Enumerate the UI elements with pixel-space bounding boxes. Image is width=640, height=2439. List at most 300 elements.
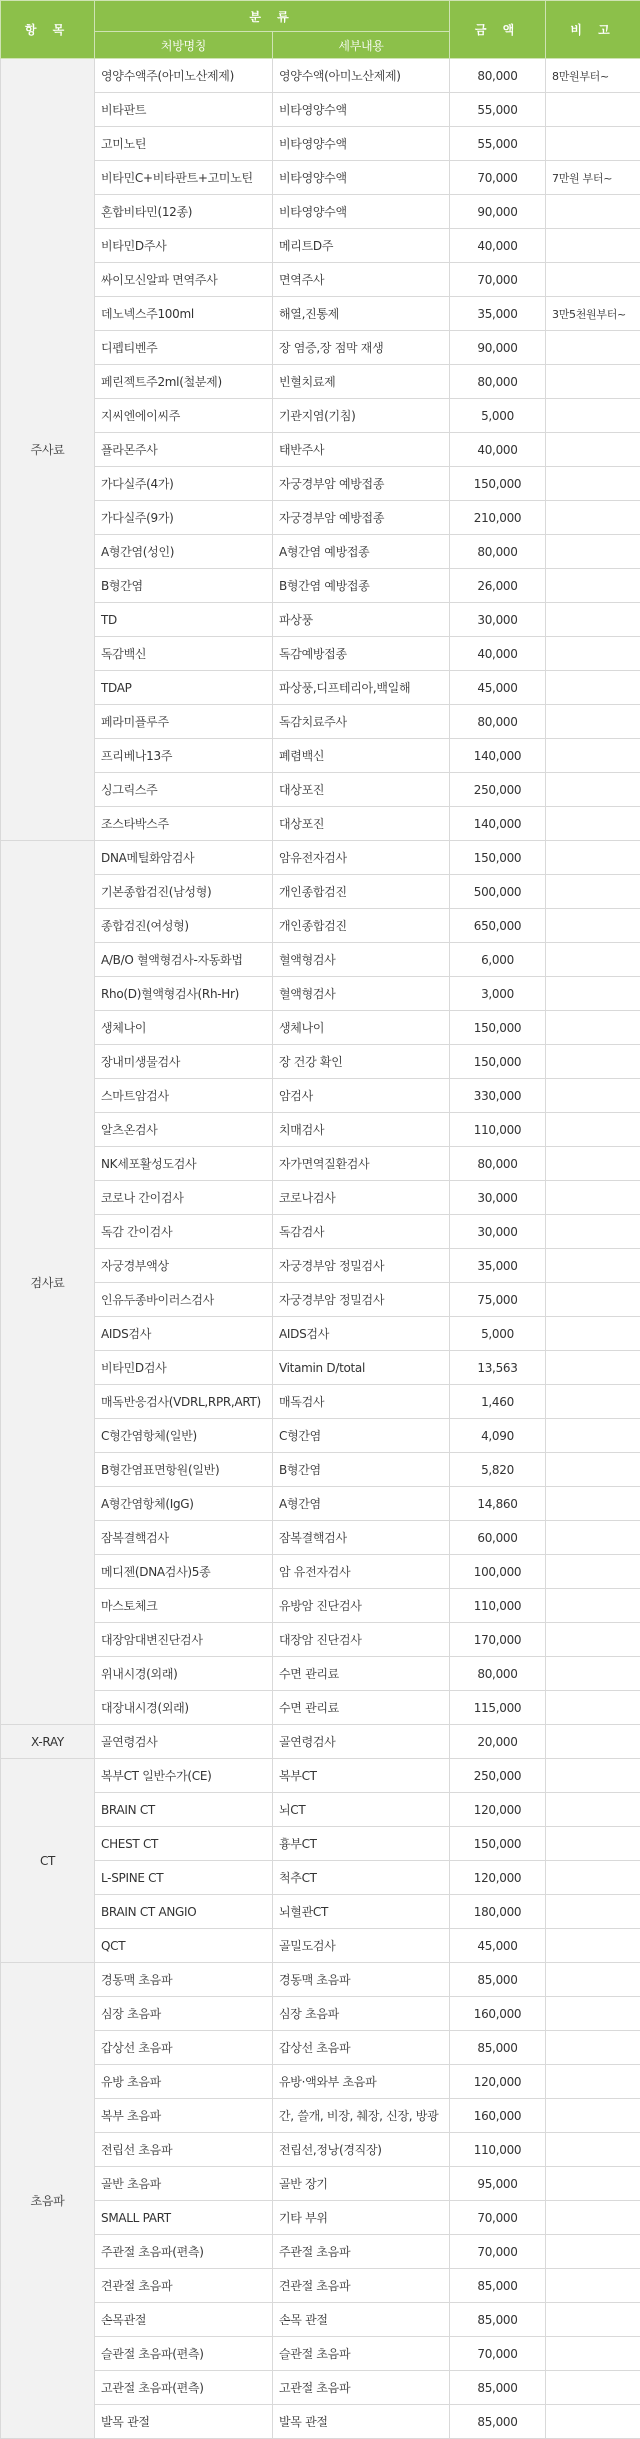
note-cell [546, 807, 640, 841]
price-cell: 110,000 [450, 1113, 546, 1147]
table-row [1, 365, 640, 399]
table-row [1, 773, 640, 807]
table-row [1, 399, 640, 433]
detail-cell: 해열,진통제 [273, 297, 450, 331]
price-cell: 140,000 [450, 739, 546, 773]
price-cell: 140,000 [450, 807, 546, 841]
name-cell: Rho(D)혈액형검사(Rh-Hr) [95, 977, 273, 1011]
name-cell: C형간염항체(일반) [95, 1419, 273, 1453]
note-cell [546, 773, 640, 807]
price-cell: 45,000 [450, 671, 546, 705]
name-cell: 발목 관절 [95, 2405, 273, 2439]
price-cell: 90,000 [450, 195, 546, 229]
note-cell [546, 1725, 640, 1759]
name-cell: 데노넥스주100ml [95, 297, 273, 331]
price-cell: 5,000 [450, 399, 546, 433]
detail-cell: 영양수액(아미노산제제) [273, 59, 450, 93]
detail-cell: 골연령검사 [273, 1725, 450, 1759]
table-row [1, 1963, 640, 1997]
table-row [1, 671, 640, 705]
name-cell: 코로나 간이검사 [95, 1181, 273, 1215]
price-cell: 40,000 [450, 637, 546, 671]
name-cell: 복부 초음파 [95, 2099, 273, 2133]
note-cell [546, 1079, 640, 1113]
price-cell: 20,000 [450, 1725, 546, 1759]
price-cell: 85,000 [450, 2031, 546, 2065]
name-cell: 대장내시경(외래) [95, 1691, 273, 1725]
detail-cell: 치매검사 [273, 1113, 450, 1147]
name-cell: QCT [95, 1929, 273, 1963]
price-cell: 90,000 [450, 331, 546, 365]
note-cell [546, 1419, 640, 1453]
note-cell [546, 93, 640, 127]
price-cell: 30,000 [450, 603, 546, 637]
detail-cell: 대장암 진단검사 [273, 1623, 450, 1657]
name-cell: 손목관절 [95, 2303, 273, 2337]
detail-cell: 비타영양수액 [273, 127, 450, 161]
note-cell [546, 603, 640, 637]
table-row [1, 195, 640, 229]
note-cell [546, 1691, 640, 1725]
detail-cell: 골반 장기 [273, 2167, 450, 2201]
name-cell: 디펩티벤주 [95, 331, 273, 365]
table-row [1, 2235, 640, 2269]
price-cell: 85,000 [450, 2269, 546, 2303]
note-cell [546, 2065, 640, 2099]
price-cell: 5,000 [450, 1317, 546, 1351]
price-cell: 80,000 [450, 705, 546, 739]
note-cell [546, 569, 640, 603]
note-cell [546, 263, 640, 297]
table-row [1, 161, 640, 195]
table-row [1, 1079, 640, 1113]
price-cell: 70,000 [450, 263, 546, 297]
price-cell: 160,000 [450, 2099, 546, 2133]
detail-cell: 자궁경부암 예방접종 [273, 467, 450, 501]
note-cell [546, 1759, 640, 1793]
price-cell: 45,000 [450, 1929, 546, 1963]
price-cell: 70,000 [450, 2235, 546, 2269]
detail-cell: 독감치료주사 [273, 705, 450, 739]
note-cell [546, 1181, 640, 1215]
header-name: 처방명칭 [95, 32, 273, 59]
price-cell: 75,000 [450, 1283, 546, 1317]
detail-cell: 독감예방접종 [273, 637, 450, 671]
table-row [1, 59, 640, 93]
price-cell: 650,000 [450, 909, 546, 943]
detail-cell: 비타영양수액 [273, 93, 450, 127]
price-cell: 80,000 [450, 59, 546, 93]
price-cell: 1,460 [450, 1385, 546, 1419]
price-cell: 35,000 [450, 297, 546, 331]
note-cell [546, 1215, 640, 1249]
name-cell: 경동맥 초음파 [95, 1963, 273, 1997]
table-row [1, 1045, 640, 1079]
table-row [1, 2133, 640, 2167]
price-cell: 85,000 [450, 2303, 546, 2337]
name-cell: 유방 초음파 [95, 2065, 273, 2099]
detail-cell: Vitamin D/total [273, 1351, 450, 1385]
note-cell [546, 637, 640, 671]
detail-cell: B형간염 [273, 1453, 450, 1487]
price-cell: 13,563 [450, 1351, 546, 1385]
note-cell [546, 1011, 640, 1045]
note-cell [546, 1351, 640, 1385]
price-cell: 120,000 [450, 1793, 546, 1827]
category-cell: 검사료 [1, 841, 95, 1725]
note-cell [546, 1827, 640, 1861]
header-note: 비 고 [546, 1, 640, 59]
table-row [1, 1215, 640, 1249]
note-cell [546, 1657, 640, 1691]
detail-cell: 면역주사 [273, 263, 450, 297]
price-cell: 6,000 [450, 943, 546, 977]
note-cell [546, 2303, 640, 2337]
detail-cell: AIDS검사 [273, 1317, 450, 1351]
note-cell [546, 1487, 640, 1521]
detail-cell: 개인종합검진 [273, 909, 450, 943]
detail-cell: 슬관절 초음파 [273, 2337, 450, 2371]
table-row [1, 229, 640, 263]
table-row [1, 841, 640, 875]
note-cell [546, 1861, 640, 1895]
table-header [1, 1, 640, 59]
name-cell: 마스토체크 [95, 1589, 273, 1623]
price-cell: 70,000 [450, 2337, 546, 2371]
detail-cell: 유방암 진단검사 [273, 1589, 450, 1623]
detail-cell: 폐렴백신 [273, 739, 450, 773]
name-cell: B형간염 [95, 569, 273, 603]
name-cell: AIDS검사 [95, 1317, 273, 1351]
note-cell [546, 1249, 640, 1283]
detail-cell: 매독검사 [273, 1385, 450, 1419]
name-cell: A형간염항체(IgG) [95, 1487, 273, 1521]
table-row [1, 2099, 640, 2133]
note-cell [546, 2405, 640, 2439]
price-cell: 150,000 [450, 467, 546, 501]
price-cell: 150,000 [450, 1045, 546, 1079]
category-cell: CT [1, 1759, 95, 1963]
detail-cell: 자궁경부암 예방접종 [273, 501, 450, 535]
name-cell: 매독반응검사(VDRL,RPR,ART) [95, 1385, 273, 1419]
price-cell: 85,000 [450, 2371, 546, 2405]
detail-cell: 독감검사 [273, 1215, 450, 1249]
table-row [1, 603, 640, 637]
name-cell: 독감백신 [95, 637, 273, 671]
detail-cell: 주관절 초음파 [273, 2235, 450, 2269]
table-row [1, 807, 640, 841]
detail-cell: 장 건강 확인 [273, 1045, 450, 1079]
detail-cell: 생체나이 [273, 1011, 450, 1045]
note-cell: 8만원부터~ [546, 59, 640, 93]
name-cell: 갑상선 초음파 [95, 2031, 273, 2065]
name-cell: 조스타박스주 [95, 807, 273, 841]
note-cell: 7만원 부터~ [546, 161, 640, 195]
table-row [1, 501, 640, 535]
price-cell: 150,000 [450, 841, 546, 875]
name-cell: 골반 초음파 [95, 2167, 273, 2201]
category-cell: X-RAY [1, 1725, 95, 1759]
note-cell [546, 1045, 640, 1079]
note-cell [546, 909, 640, 943]
note-cell [546, 535, 640, 569]
table-row [1, 1759, 640, 1793]
name-cell: 독감 간이검사 [95, 1215, 273, 1249]
name-cell: 플라몬주사 [95, 433, 273, 467]
price-cell: 120,000 [450, 1861, 546, 1895]
name-cell: 페린젝트주2ml(철분제) [95, 365, 273, 399]
note-cell [546, 331, 640, 365]
name-cell: 싸이모신알파 면역주사 [95, 263, 273, 297]
note-cell [546, 1453, 640, 1487]
price-cell: 70,000 [450, 2201, 546, 2235]
price-cell: 40,000 [450, 433, 546, 467]
table-row [1, 1895, 640, 1929]
name-cell: 자궁경부액상 [95, 1249, 273, 1283]
price-cell: 85,000 [450, 2405, 546, 2439]
table-row [1, 909, 640, 943]
note-cell [546, 2235, 640, 2269]
note-cell [546, 977, 640, 1011]
name-cell: 생체나이 [95, 1011, 273, 1045]
detail-cell: 개인종합검진 [273, 875, 450, 909]
note-cell [546, 1317, 640, 1351]
price-cell: 30,000 [450, 1215, 546, 1249]
table-row [1, 433, 640, 467]
price-cell: 250,000 [450, 1759, 546, 1793]
price-cell: 3,000 [450, 977, 546, 1011]
price-cell: 80,000 [450, 535, 546, 569]
name-cell: 싱그릭스주 [95, 773, 273, 807]
detail-cell: 잠복결핵검사 [273, 1521, 450, 1555]
table-row [1, 1623, 640, 1657]
detail-cell: 파상풍 [273, 603, 450, 637]
note-cell [546, 365, 640, 399]
name-cell: 슬관절 초음파(편측) [95, 2337, 273, 2371]
detail-cell: 척추CT [273, 1861, 450, 1895]
price-cell: 40,000 [450, 229, 546, 263]
detail-cell: B형간염 예방접종 [273, 569, 450, 603]
detail-cell: 비타영양수액 [273, 161, 450, 195]
name-cell: 인유두종바이러스검사 [95, 1283, 273, 1317]
table-row [1, 875, 640, 909]
price-cell: 85,000 [450, 1963, 546, 1997]
header-detail: 세부내용 [273, 32, 450, 59]
note-cell [546, 1793, 640, 1827]
detail-cell: 간, 쓸개, 비장, 췌장, 신장, 방광 [273, 2099, 450, 2133]
note-cell [546, 1997, 640, 2031]
note-cell [546, 1283, 640, 1317]
name-cell: 비타민D검사 [95, 1351, 273, 1385]
name-cell: DNA메틸화암검사 [95, 841, 273, 875]
table-row [1, 1283, 640, 1317]
note-cell [546, 875, 640, 909]
name-cell: 종합검진(여성형) [95, 909, 273, 943]
detail-cell: 흉부CT [273, 1827, 450, 1861]
table-row [1, 1691, 640, 1725]
table-row [1, 2405, 640, 2439]
table-row [1, 705, 640, 739]
table-row [1, 1147, 640, 1181]
table-row [1, 2303, 640, 2337]
detail-cell: 암검사 [273, 1079, 450, 1113]
name-cell: A/B/O 혈액형검사-자동화법 [95, 943, 273, 977]
table-row [1, 2167, 640, 2201]
table-row [1, 1351, 640, 1385]
detail-cell: 파상풍,디프테리아,백일해 [273, 671, 450, 705]
detail-cell: 수면 관리료 [273, 1657, 450, 1691]
note-cell [546, 1895, 640, 1929]
table-row [1, 1725, 640, 1759]
note-cell [546, 399, 640, 433]
table-row [1, 331, 640, 365]
price-cell: 500,000 [450, 875, 546, 909]
detail-cell: 유방·액와부 초음파 [273, 2065, 450, 2099]
name-cell: TD [95, 603, 273, 637]
table-row [1, 2337, 640, 2371]
note-cell [546, 467, 640, 501]
note-cell [546, 841, 640, 875]
price-cell: 180,000 [450, 1895, 546, 1929]
name-cell: 장내미생물검사 [95, 1045, 273, 1079]
name-cell: 알츠온검사 [95, 1113, 273, 1147]
price-cell: 80,000 [450, 365, 546, 399]
detail-cell: 혈액형검사 [273, 977, 450, 1011]
price-cell: 14,860 [450, 1487, 546, 1521]
table-row [1, 2031, 640, 2065]
name-cell: 혼합비타민(12종) [95, 195, 273, 229]
table-row [1, 535, 640, 569]
table-row [1, 1453, 640, 1487]
note-cell [546, 229, 640, 263]
name-cell: NK세포활성도검사 [95, 1147, 273, 1181]
detail-cell: 코로나검사 [273, 1181, 450, 1215]
table-body [1, 59, 640, 2439]
table-row [1, 1657, 640, 1691]
note-cell [546, 2201, 640, 2235]
detail-cell: 암유전자검사 [273, 841, 450, 875]
note-cell [546, 2133, 640, 2167]
note-cell [546, 195, 640, 229]
name-cell: 비타판트 [95, 93, 273, 127]
price-cell: 115,000 [450, 1691, 546, 1725]
detail-cell: 손목 관절 [273, 2303, 450, 2337]
detail-cell: C형간염 [273, 1419, 450, 1453]
table-row [1, 1011, 640, 1045]
detail-cell: 빈혈치료제 [273, 365, 450, 399]
price-cell: 330,000 [450, 1079, 546, 1113]
price-cell: 150,000 [450, 1827, 546, 1861]
name-cell: 기본종합검진(남성형) [95, 875, 273, 909]
name-cell: 가다실주(4가) [95, 467, 273, 501]
name-cell: 골연령검사 [95, 1725, 273, 1759]
note-cell [546, 739, 640, 773]
note-cell [546, 943, 640, 977]
table-row [1, 2371, 640, 2405]
table-row [1, 1997, 640, 2031]
detail-cell: 심장 초음파 [273, 1997, 450, 2031]
name-cell: 가다실주(9가) [95, 501, 273, 535]
table-row [1, 569, 640, 603]
name-cell: 주관절 초음파(편측) [95, 2235, 273, 2269]
detail-cell: 대상포진 [273, 807, 450, 841]
note-cell [546, 1521, 640, 1555]
note-cell [546, 433, 640, 467]
name-cell: B형간염표면항원(일반) [95, 1453, 273, 1487]
name-cell: 견관절 초음파 [95, 2269, 273, 2303]
table-row [1, 297, 640, 331]
name-cell: 전립선 초음파 [95, 2133, 273, 2167]
note-cell [546, 1555, 640, 1589]
note-cell [546, 1929, 640, 1963]
detail-cell: 자가면역질환검사 [273, 1147, 450, 1181]
price-cell: 150,000 [450, 1011, 546, 1045]
name-cell: 고미노틴 [95, 127, 273, 161]
price-cell: 5,820 [450, 1453, 546, 1487]
detail-cell: 메리트D주 [273, 229, 450, 263]
note-cell [546, 2099, 640, 2133]
detail-cell: 수면 관리료 [273, 1691, 450, 1725]
table-row [1, 943, 640, 977]
price-cell: 110,000 [450, 2133, 546, 2167]
detail-cell: 기타 부위 [273, 2201, 450, 2235]
table-row [1, 1929, 640, 1963]
price-cell: 4,090 [450, 1419, 546, 1453]
table-row [1, 127, 640, 161]
detail-cell: 태반주사 [273, 433, 450, 467]
detail-cell: 뇌혈관CT [273, 1895, 450, 1929]
table-row [1, 1385, 640, 1419]
table-row [1, 1419, 640, 1453]
name-cell: TDAP [95, 671, 273, 705]
note-cell [546, 2337, 640, 2371]
detail-cell: 갑상선 초음파 [273, 2031, 450, 2065]
header-category: 항 목 [1, 1, 95, 59]
table-row [1, 637, 640, 671]
note-cell [546, 127, 640, 161]
table-row [1, 1827, 640, 1861]
name-cell: A형간염(성인) [95, 535, 273, 569]
detail-cell: 전립선,정낭(경직장) [273, 2133, 450, 2167]
note-cell [546, 671, 640, 705]
price-cell: 35,000 [450, 1249, 546, 1283]
detail-cell: 암 유전자검사 [273, 1555, 450, 1589]
name-cell: CHEST CT [95, 1827, 273, 1861]
note-cell [546, 1963, 640, 1997]
note-cell [546, 1385, 640, 1419]
name-cell: 고관절 초음파(편측) [95, 2371, 273, 2405]
table-row [1, 93, 640, 127]
detail-cell: 골밀도검사 [273, 1929, 450, 1963]
name-cell: 잠복결핵검사 [95, 1521, 273, 1555]
note-cell: 3만5천원부터~ [546, 297, 640, 331]
name-cell: 스마트암검사 [95, 1079, 273, 1113]
name-cell: 페라미플루주 [95, 705, 273, 739]
table-row [1, 1113, 640, 1147]
price-cell: 170,000 [450, 1623, 546, 1657]
table-row [1, 1793, 640, 1827]
name-cell: 복부CT 일반수가(CE) [95, 1759, 273, 1793]
name-cell: BRAIN CT [95, 1793, 273, 1827]
price-cell: 160,000 [450, 1997, 546, 2031]
price-cell: 95,000 [450, 2167, 546, 2201]
price-cell: 55,000 [450, 127, 546, 161]
table-row [1, 2201, 640, 2235]
detail-cell: 견관절 초음파 [273, 2269, 450, 2303]
note-cell [546, 2371, 640, 2405]
table-row [1, 1861, 640, 1895]
table-row [1, 2065, 640, 2099]
